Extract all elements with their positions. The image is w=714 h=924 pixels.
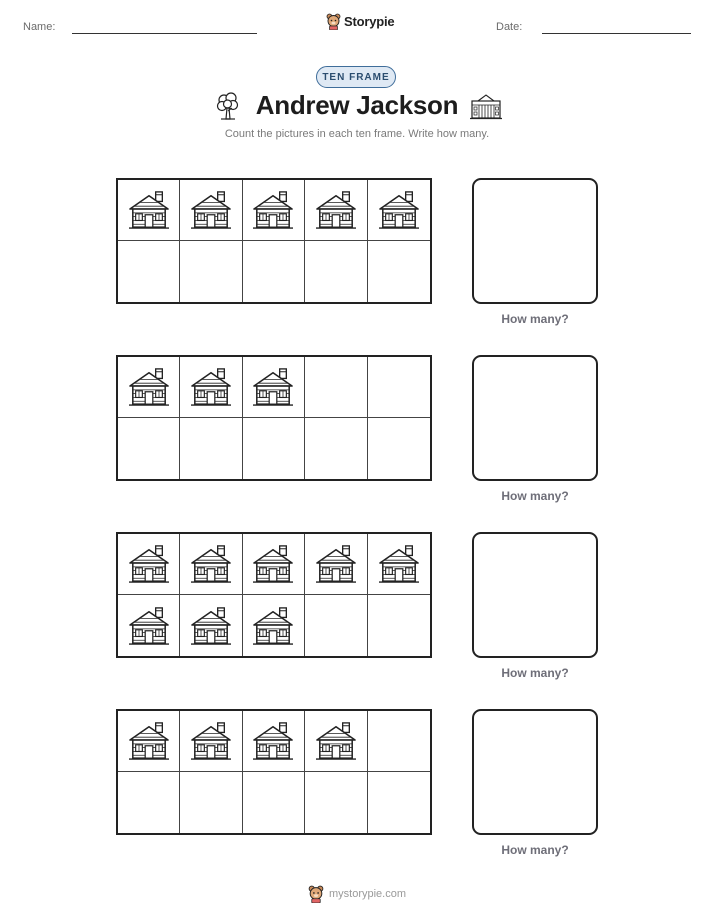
ten-frame-cell <box>243 595 305 656</box>
log-cabin-icon <box>251 367 295 407</box>
ten-frame-cell <box>118 595 180 656</box>
ten-frame-cell <box>243 534 305 595</box>
ten-frame-cell <box>368 772 430 833</box>
footer <box>0 885 714 903</box>
log-cabin-icon <box>127 190 171 230</box>
log-cabin-icon <box>189 367 233 407</box>
page-title: Andrew Jackson <box>255 90 459 120</box>
ten-frame-cell <box>368 241 430 302</box>
log-cabin-icon <box>127 721 171 761</box>
bear-mascot-icon <box>326 13 341 30</box>
ten-frame-cell <box>368 595 430 656</box>
brand-logo <box>326 13 394 30</box>
log-cabin-icon <box>251 544 295 584</box>
ten-frame-cell <box>180 711 242 772</box>
name-label: Name: <box>23 21 56 33</box>
answer-box-3[interactable] <box>472 532 598 658</box>
ten-frame-cell <box>118 241 180 302</box>
ten-frame-cell <box>243 180 305 241</box>
ten-frame-cell <box>243 772 305 833</box>
ten-frame-2 <box>116 355 432 481</box>
ten-frame-cell <box>368 180 430 241</box>
date-label: Date: <box>496 21 523 33</box>
ten-frame-cell <box>118 711 180 772</box>
answer-box-2[interactable] <box>472 355 598 481</box>
footer-url: mystorypie.com <box>328 888 407 900</box>
ten-frame-cell <box>305 357 367 418</box>
ten-frame-cell <box>118 357 180 418</box>
ten-frame-cell <box>368 534 430 595</box>
ten-frame-cell <box>180 418 242 479</box>
ten-frame-cell <box>118 180 180 241</box>
ten-frame-cell <box>305 711 367 772</box>
log-cabin-icon <box>251 190 295 230</box>
log-cabin-icon <box>127 606 171 646</box>
ten-frame-cell <box>243 241 305 302</box>
log-cabin-icon <box>189 544 233 584</box>
ten-frame-cell <box>180 180 242 241</box>
ten-frame-cell <box>180 357 242 418</box>
ten-frame-cell <box>305 534 367 595</box>
ten-frame-cell <box>118 418 180 479</box>
instructions: Count the pictures in each ten frame. Write how many. <box>224 128 490 140</box>
log-cabin-icon <box>314 544 358 584</box>
log-cabin-icon <box>127 544 171 584</box>
ten-frame-cell <box>180 595 242 656</box>
log-cabin-icon <box>377 190 421 230</box>
ten-frame-cell <box>305 418 367 479</box>
how-many-label-4: How many? <box>501 843 569 857</box>
ten-frame-cell <box>368 418 430 479</box>
ten-frame-cell <box>243 711 305 772</box>
ten-frame-3 <box>116 532 432 658</box>
ten-frame-cell <box>118 772 180 833</box>
ten-frame-cell <box>368 711 430 772</box>
bear-mascot-icon <box>308 885 324 903</box>
ten-frame-cell <box>118 534 180 595</box>
ten-frame-cell <box>243 357 305 418</box>
date-line[interactable] <box>542 33 691 34</box>
mansion-icon <box>470 93 502 120</box>
brand-name: Storypie <box>344 14 395 29</box>
log-cabin-icon <box>189 721 233 761</box>
ten-frame-cell <box>180 241 242 302</box>
ten-frame-cell <box>243 418 305 479</box>
ten-frame-cell <box>180 772 242 833</box>
log-cabin-icon <box>314 190 358 230</box>
how-many-label-2: How many? <box>501 489 569 503</box>
ten-frame-cell <box>305 241 367 302</box>
log-cabin-icon <box>189 190 233 230</box>
answer-box-4[interactable] <box>472 709 598 835</box>
ten-frame-badge: TEN FRAME <box>316 66 396 88</box>
answer-box-1[interactable] <box>472 178 598 304</box>
log-cabin-icon <box>251 721 295 761</box>
ten-frame-cell <box>368 357 430 418</box>
log-cabin-icon <box>314 721 358 761</box>
ten-frame-1 <box>116 178 432 304</box>
log-cabin-icon <box>251 606 295 646</box>
log-cabin-icon <box>127 367 171 407</box>
how-many-label-1: How many? <box>501 312 569 326</box>
log-cabin-icon <box>377 544 421 584</box>
ten-frame-cell <box>305 595 367 656</box>
how-many-label-3: How many? <box>501 666 569 680</box>
ten-frame-cell <box>305 180 367 241</box>
log-cabin-icon <box>189 606 233 646</box>
name-line[interactable] <box>72 33 257 34</box>
ten-frame-cell <box>180 534 242 595</box>
ten-frame-4 <box>116 709 432 835</box>
ten-frame-cell <box>305 772 367 833</box>
